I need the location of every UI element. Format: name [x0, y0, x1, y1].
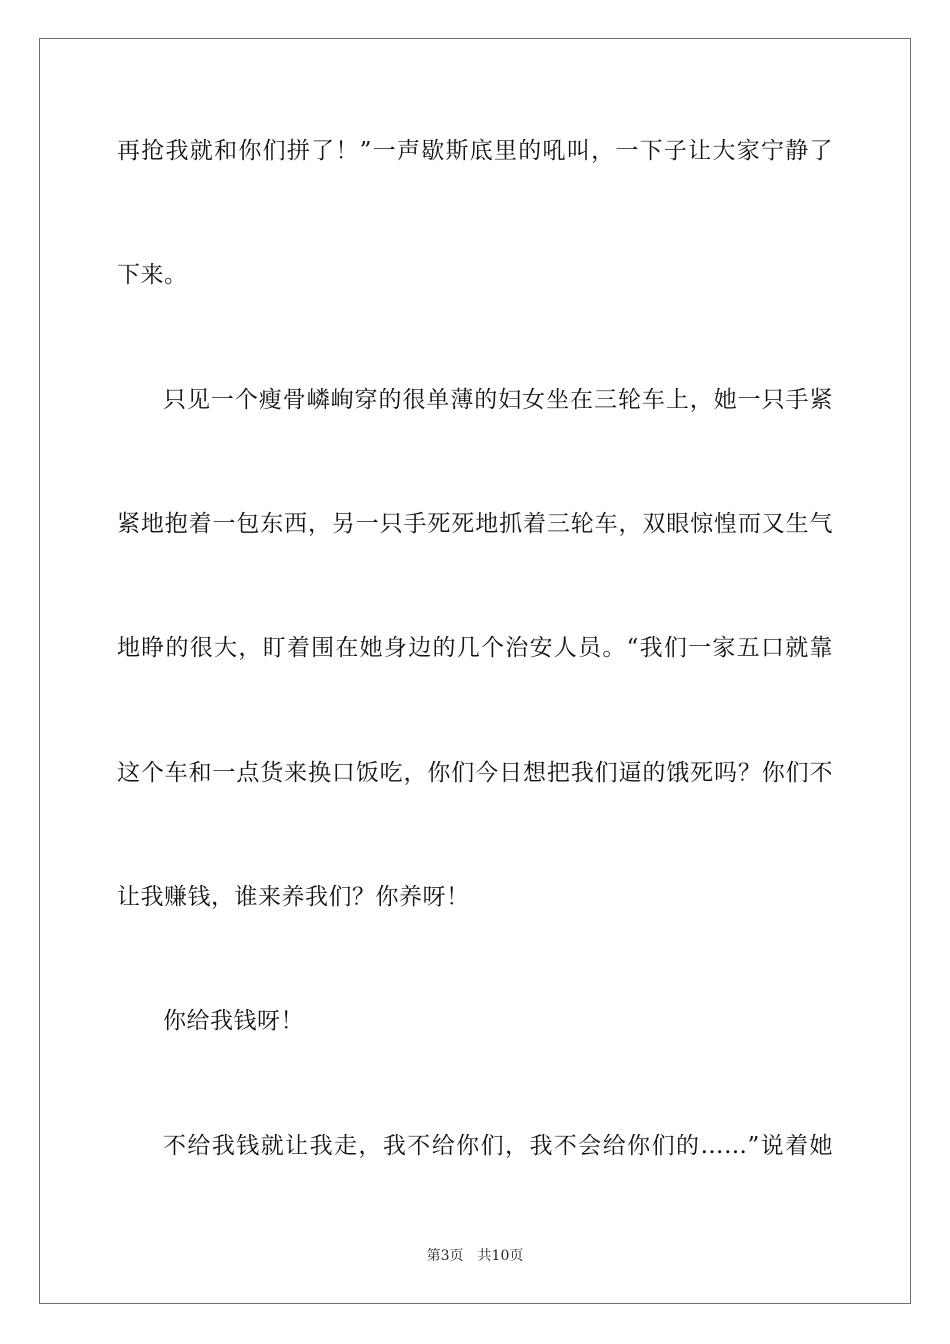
- page-footer: [0, 1246, 950, 1266]
- page-border: [39, 38, 911, 1304]
- paragraph-line-5: 地睁的很大，盯着围在她身边的几个治安人员。“我们一家五口就靠: [117, 635, 833, 661]
- paragraph-line-3: 只见一个瘦骨嶙峋穿的很单薄的妇女坐在三轮车上，她一只手紧: [163, 387, 833, 413]
- page-number: 第3页: [426, 1248, 464, 1264]
- paragraph-line-2: 下来。: [117, 262, 188, 288]
- paragraph-line-6: 这个车和一点货来换口饭吃，你们今日想把我们逼的饿死吗？你们不: [117, 760, 833, 786]
- paragraph-line-7: 让我赚钱，谁来养我们？你养呀！: [117, 884, 470, 910]
- paragraph-line-1: 再抢我就和你们拼了！”一声歇斯底里的吼叫，一下子让大家宁静了: [117, 138, 833, 164]
- paragraph-line-8: 你给我钱呀！: [163, 1008, 304, 1034]
- paragraph-line-9: 不给我钱就让我走，我不给你们，我不会给你们的……”说着她: [163, 1133, 833, 1159]
- page-total: 共10页: [477, 1248, 524, 1264]
- paragraph-line-4: 紧地抱着一包东西，另一只手死死地抓着三轮车，双眼惊惶而又生气: [117, 511, 833, 537]
